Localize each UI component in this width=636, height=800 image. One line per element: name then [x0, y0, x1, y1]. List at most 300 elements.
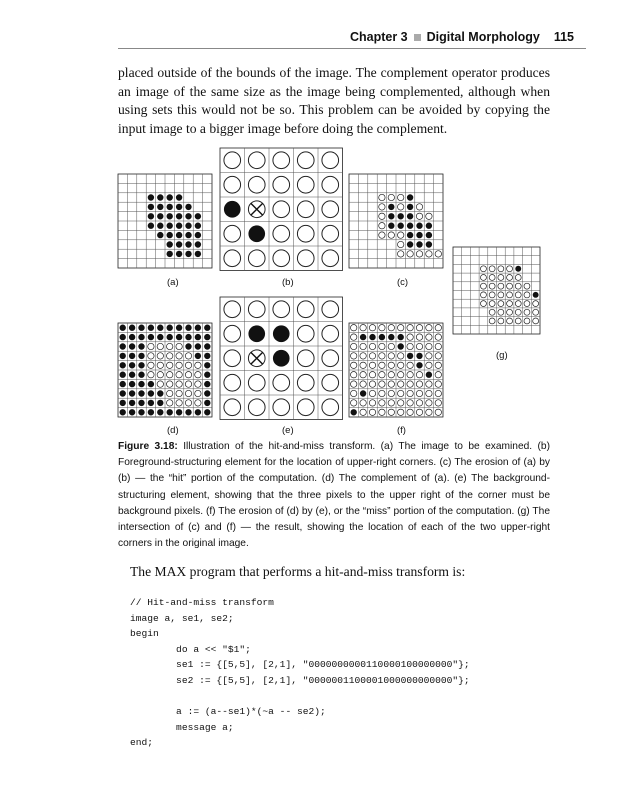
- filled-pixel: [176, 204, 182, 210]
- empty-pixel: [407, 325, 413, 331]
- empty-pixel: [489, 274, 495, 280]
- filled-pixel: [351, 409, 357, 415]
- empty-pixel: [435, 400, 441, 406]
- filled-pixel: [167, 232, 173, 238]
- panel-label-f: (f): [397, 425, 406, 436]
- filled-pixel: [138, 362, 144, 368]
- filled-pixel: [204, 409, 210, 415]
- empty-pixel: [407, 409, 413, 415]
- empty-pixel: [248, 374, 265, 391]
- empty-pixel: [489, 266, 495, 272]
- empty-pixel: [388, 232, 394, 238]
- empty-pixel: [224, 176, 241, 193]
- empty-pixel: [489, 309, 495, 315]
- empty-pixel: [167, 362, 173, 368]
- empty-pixel: [322, 176, 339, 193]
- empty-pixel: [416, 390, 422, 396]
- filled-pixel: [157, 390, 163, 396]
- filled-pixel: [204, 362, 210, 368]
- empty-pixel: [157, 343, 163, 349]
- empty-pixel: [297, 399, 314, 416]
- empty-pixel: [498, 274, 504, 280]
- empty-pixel: [369, 325, 375, 331]
- filled-pixel: [416, 223, 422, 229]
- filled-pixel: [148, 409, 154, 415]
- filled-pixel: [129, 400, 135, 406]
- filled-pixel: [185, 232, 191, 238]
- empty-pixel: [176, 372, 182, 378]
- panel-label-c: (c): [397, 277, 409, 288]
- panel-f: [349, 323, 443, 417]
- filled-pixel: [120, 362, 126, 368]
- panel-label-g: (g): [496, 350, 508, 361]
- filled-pixel: [416, 232, 422, 238]
- panel-d: [118, 323, 212, 417]
- empty-pixel: [351, 334, 357, 340]
- empty-pixel: [379, 353, 385, 359]
- empty-pixel: [435, 325, 441, 331]
- filled-pixel: [148, 194, 154, 200]
- empty-pixel: [398, 400, 404, 406]
- empty-pixel: [489, 292, 495, 298]
- empty-pixel: [351, 325, 357, 331]
- filled-pixel: [195, 325, 201, 331]
- filled-pixel: [157, 204, 163, 210]
- empty-pixel: [416, 213, 422, 219]
- empty-pixel: [273, 201, 290, 218]
- empty-pixel: [498, 301, 504, 307]
- empty-pixel: [176, 390, 182, 396]
- empty-pixel: [435, 353, 441, 359]
- filled-pixel: [398, 334, 404, 340]
- empty-pixel: [224, 374, 241, 391]
- empty-pixel: [524, 309, 530, 315]
- empty-pixel: [360, 353, 366, 359]
- empty-pixel: [498, 318, 504, 324]
- filled-pixel: [167, 409, 173, 415]
- filled-pixel: [120, 409, 126, 415]
- filled-pixel: [204, 334, 210, 340]
- empty-pixel: [360, 409, 366, 415]
- empty-pixel: [157, 362, 163, 368]
- filled-pixel: [129, 325, 135, 331]
- empty-pixel: [273, 399, 290, 416]
- empty-pixel: [489, 283, 495, 289]
- empty-pixel: [273, 250, 290, 267]
- empty-pixel: [388, 194, 394, 200]
- empty-pixel: [176, 381, 182, 387]
- filled-pixel: [157, 232, 163, 238]
- empty-pixel: [148, 353, 154, 359]
- empty-pixel: [360, 325, 366, 331]
- filled-pixel: [195, 409, 201, 415]
- panel-c: [349, 174, 443, 268]
- empty-pixel: [435, 390, 441, 396]
- empty-pixel: [379, 194, 385, 200]
- empty-pixel: [388, 362, 394, 368]
- empty-pixel: [435, 372, 441, 378]
- panel-label-a: (a): [167, 277, 179, 288]
- empty-pixel: [426, 343, 432, 349]
- empty-pixel: [515, 309, 521, 315]
- empty-pixel: [507, 266, 513, 272]
- empty-pixel: [480, 283, 486, 289]
- body-paragraph-text: placed outside of the bounds of the image. The complement operator produces an image of the same size as the image being complemented, although when using sets this would not be so. This problem can be avoided by copying the input image to a bigger image before doing the complement.: [118, 65, 550, 136]
- filled-pixel: [138, 343, 144, 349]
- empty-pixel: [489, 318, 495, 324]
- empty-pixel: [369, 381, 375, 387]
- empty-pixel: [533, 301, 539, 307]
- filled-pixel: [120, 343, 126, 349]
- filled-pixel: [195, 223, 201, 229]
- filled-pixel: [138, 400, 144, 406]
- empty-pixel: [167, 381, 173, 387]
- panel-g: [453, 247, 540, 334]
- empty-pixel: [379, 409, 385, 415]
- empty-pixel: [388, 390, 394, 396]
- empty-pixel: [379, 390, 385, 396]
- empty-pixel: [426, 400, 432, 406]
- panel-label-e: (e): [282, 425, 294, 436]
- filled-pixel: [167, 213, 173, 219]
- empty-pixel: [407, 251, 413, 257]
- filled-pixel: [360, 334, 366, 340]
- empty-pixel: [480, 266, 486, 272]
- filled-pixel: [273, 350, 290, 367]
- empty-pixel: [524, 301, 530, 307]
- empty-pixel: [167, 400, 173, 406]
- filled-pixel: [148, 381, 154, 387]
- empty-pixel: [435, 362, 441, 368]
- empty-pixel: [360, 343, 366, 349]
- filled-pixel: [138, 353, 144, 359]
- empty-pixel: [360, 400, 366, 406]
- empty-pixel: [148, 372, 154, 378]
- filled-pixel: [176, 251, 182, 257]
- empty-pixel: [388, 381, 394, 387]
- empty-pixel: [185, 353, 191, 359]
- filled-pixel: [120, 381, 126, 387]
- filled-pixel: [129, 362, 135, 368]
- empty-pixel: [480, 274, 486, 280]
- empty-pixel: [176, 343, 182, 349]
- empty-pixel: [379, 381, 385, 387]
- empty-pixel: [407, 343, 413, 349]
- filled-pixel: [176, 232, 182, 238]
- empty-pixel: [248, 176, 265, 193]
- empty-pixel: [351, 390, 357, 396]
- empty-pixel: [167, 372, 173, 378]
- empty-pixel: [426, 390, 432, 396]
- empty-pixel: [416, 381, 422, 387]
- filled-pixel: [120, 390, 126, 396]
- empty-pixel: [322, 325, 339, 342]
- filled-pixel: [167, 334, 173, 340]
- filled-pixel: [398, 223, 404, 229]
- filled-pixel: [248, 225, 265, 242]
- empty-pixel: [498, 266, 504, 272]
- empty-pixel: [388, 353, 394, 359]
- empty-pixel: [273, 374, 290, 391]
- filled-pixel: [426, 241, 432, 247]
- empty-pixel: [224, 225, 241, 242]
- empty-pixel: [533, 309, 539, 315]
- filled-pixel: [120, 334, 126, 340]
- filled-pixel: [138, 409, 144, 415]
- empty-pixel: [398, 390, 404, 396]
- empty-pixel: [407, 390, 413, 396]
- filled-pixel: [167, 251, 173, 257]
- figure-caption-label: Figure 3.18:: [118, 441, 178, 452]
- empty-pixel: [224, 301, 241, 318]
- figure-caption: [118, 439, 550, 552]
- filled-pixel: [148, 223, 154, 229]
- empty-pixel: [515, 274, 521, 280]
- filled-pixel: [204, 343, 210, 349]
- filled-pixel: [157, 334, 163, 340]
- empty-pixel: [360, 362, 366, 368]
- empty-pixel: [407, 400, 413, 406]
- filled-pixel: [148, 390, 154, 396]
- filled-pixel: [157, 325, 163, 331]
- panel-a: [118, 174, 212, 268]
- filled-pixel: [195, 213, 201, 219]
- filled-pixel: [120, 325, 126, 331]
- filled-pixel: [533, 292, 539, 298]
- empty-pixel: [507, 309, 513, 315]
- empty-pixel: [379, 213, 385, 219]
- empty-pixel: [322, 374, 339, 391]
- filled-pixel: [120, 372, 126, 378]
- empty-pixel: [398, 381, 404, 387]
- empty-pixel: [398, 409, 404, 415]
- empty-pixel: [297, 152, 314, 169]
- filled-pixel: [138, 381, 144, 387]
- filled-pixel: [157, 223, 163, 229]
- filled-pixel: [204, 381, 210, 387]
- empty-pixel: [297, 325, 314, 342]
- empty-pixel: [435, 409, 441, 415]
- filled-pixel: [407, 204, 413, 210]
- filled-pixel: [407, 223, 413, 229]
- filled-pixel: [157, 409, 163, 415]
- filled-pixel: [167, 204, 173, 210]
- empty-pixel: [379, 362, 385, 368]
- empty-pixel: [351, 372, 357, 378]
- empty-pixel: [224, 152, 241, 169]
- filled-pixel: [129, 334, 135, 340]
- empty-pixel: [379, 232, 385, 238]
- filled-pixel: [426, 372, 432, 378]
- filled-pixel: [148, 325, 154, 331]
- empty-pixel: [195, 362, 201, 368]
- filled-pixel: [195, 334, 201, 340]
- empty-pixel: [297, 350, 314, 367]
- filled-pixel: [224, 201, 241, 218]
- empty-pixel: [379, 343, 385, 349]
- filled-pixel: [157, 213, 163, 219]
- filled-pixel: [185, 223, 191, 229]
- empty-pixel: [351, 362, 357, 368]
- empty-pixel: [369, 353, 375, 359]
- empty-pixel: [515, 283, 521, 289]
- empty-pixel: [435, 334, 441, 340]
- filled-pixel: [416, 241, 422, 247]
- empty-pixel: [322, 301, 339, 318]
- filled-pixel: [407, 213, 413, 219]
- empty-pixel: [507, 274, 513, 280]
- empty-pixel: [515, 292, 521, 298]
- filled-pixel: [195, 232, 201, 238]
- empty-pixel: [379, 204, 385, 210]
- filled-pixel: [120, 353, 126, 359]
- filled-pixel: [176, 334, 182, 340]
- empty-pixel: [407, 381, 413, 387]
- empty-pixel: [416, 204, 422, 210]
- empty-pixel: [195, 372, 201, 378]
- filled-pixel: [148, 400, 154, 406]
- empty-pixel: [148, 362, 154, 368]
- filled-pixel: [176, 194, 182, 200]
- filled-pixel: [176, 325, 182, 331]
- filled-pixel: [398, 213, 404, 219]
- empty-pixel: [407, 334, 413, 340]
- code-listing: // Hit-and-miss transform image a, se1, se2; begin do a << "$1"; se1 := {[5,5], [2,1], "0000000000110000100000000"}; se2 := {[5,5], [2,1], "0000001100001000000000000"}; a := (a--se1)*(~a -- se2); message a; end;: [130, 597, 470, 749]
- filled-pixel: [204, 372, 210, 378]
- empty-pixel: [248, 301, 265, 318]
- filled-pixel: [195, 353, 201, 359]
- empty-pixel: [416, 334, 422, 340]
- filled-pixel: [129, 409, 135, 415]
- empty-pixel: [351, 353, 357, 359]
- empty-pixel: [388, 325, 394, 331]
- filled-pixel: [416, 353, 422, 359]
- empty-pixel: [379, 223, 385, 229]
- empty-pixel: [273, 152, 290, 169]
- empty-pixel: [388, 400, 394, 406]
- empty-pixel: [426, 325, 432, 331]
- filled-pixel: [369, 334, 375, 340]
- filled-pixel: [273, 325, 290, 342]
- filled-pixel: [388, 223, 394, 229]
- empty-pixel: [416, 400, 422, 406]
- empty-pixel: [351, 381, 357, 387]
- empty-pixel: [435, 381, 441, 387]
- empty-pixel: [185, 400, 191, 406]
- empty-pixel: [379, 325, 385, 331]
- filled-pixel: [129, 343, 135, 349]
- filled-pixel: [138, 372, 144, 378]
- empty-pixel: [524, 283, 530, 289]
- filled-pixel: [157, 400, 163, 406]
- empty-pixel: [507, 301, 513, 307]
- chapter-label: Chapter 3: [349, 30, 408, 44]
- empty-pixel: [507, 318, 513, 324]
- empty-pixel: [322, 225, 339, 242]
- filled-pixel: [129, 381, 135, 387]
- empty-pixel: [398, 353, 404, 359]
- empty-pixel: [369, 372, 375, 378]
- empty-pixel: [426, 213, 432, 219]
- filled-pixel: [195, 241, 201, 247]
- filled-pixel: [204, 353, 210, 359]
- empty-pixel: [157, 381, 163, 387]
- empty-pixel: [480, 301, 486, 307]
- filled-pixel: [148, 204, 154, 210]
- filled-pixel: [185, 334, 191, 340]
- filled-pixel: [129, 390, 135, 396]
- empty-pixel: [297, 225, 314, 242]
- filled-pixel: [204, 390, 210, 396]
- empty-pixel: [297, 176, 314, 193]
- empty-pixel: [322, 399, 339, 416]
- empty-pixel: [369, 362, 375, 368]
- empty-pixel: [148, 343, 154, 349]
- filled-pixel: [157, 194, 163, 200]
- filled-pixel: [129, 372, 135, 378]
- empty-pixel: [398, 325, 404, 331]
- empty-pixel: [398, 204, 404, 210]
- empty-pixel: [498, 309, 504, 315]
- empty-pixel: [176, 400, 182, 406]
- filled-pixel: [388, 204, 394, 210]
- filled-pixel: [185, 251, 191, 257]
- empty-pixel: [273, 225, 290, 242]
- empty-pixel: [515, 318, 521, 324]
- empty-pixel: [388, 372, 394, 378]
- filled-pixel: [185, 213, 191, 219]
- empty-pixel: [416, 372, 422, 378]
- empty-pixel: [195, 400, 201, 406]
- empty-pixel: [398, 372, 404, 378]
- empty-pixel: [398, 241, 404, 247]
- empty-pixel: [167, 353, 173, 359]
- filled-pixel: [148, 213, 154, 219]
- empty-pixel: [360, 372, 366, 378]
- empty-pixel: [426, 362, 432, 368]
- empty-pixel: [176, 353, 182, 359]
- empty-pixel: [195, 381, 201, 387]
- filled-pixel: [138, 390, 144, 396]
- empty-pixel: [435, 343, 441, 349]
- empty-pixel: [407, 372, 413, 378]
- empty-pixel: [524, 318, 530, 324]
- panel-label-b: (b): [282, 277, 294, 288]
- filled-pixel: [176, 409, 182, 415]
- empty-pixel: [426, 381, 432, 387]
- filled-pixel: [204, 325, 210, 331]
- page-number: 115: [553, 30, 574, 44]
- empty-pixel: [498, 283, 504, 289]
- empty-pixel: [369, 343, 375, 349]
- filled-pixel: [407, 241, 413, 247]
- empty-pixel: [480, 292, 486, 298]
- empty-pixel: [167, 390, 173, 396]
- empty-pixel: [379, 372, 385, 378]
- filled-pixel: [407, 353, 413, 359]
- empty-pixel: [360, 381, 366, 387]
- empty-pixel: [489, 301, 495, 307]
- filled-pixel: [360, 390, 366, 396]
- empty-pixel: [322, 201, 339, 218]
- empty-pixel: [185, 362, 191, 368]
- empty-pixel: [322, 350, 339, 367]
- filled-pixel: [176, 223, 182, 229]
- filled-pixel: [129, 353, 135, 359]
- filled-pixel: [120, 400, 126, 406]
- empty-pixel: [351, 343, 357, 349]
- empty-pixel: [351, 400, 357, 406]
